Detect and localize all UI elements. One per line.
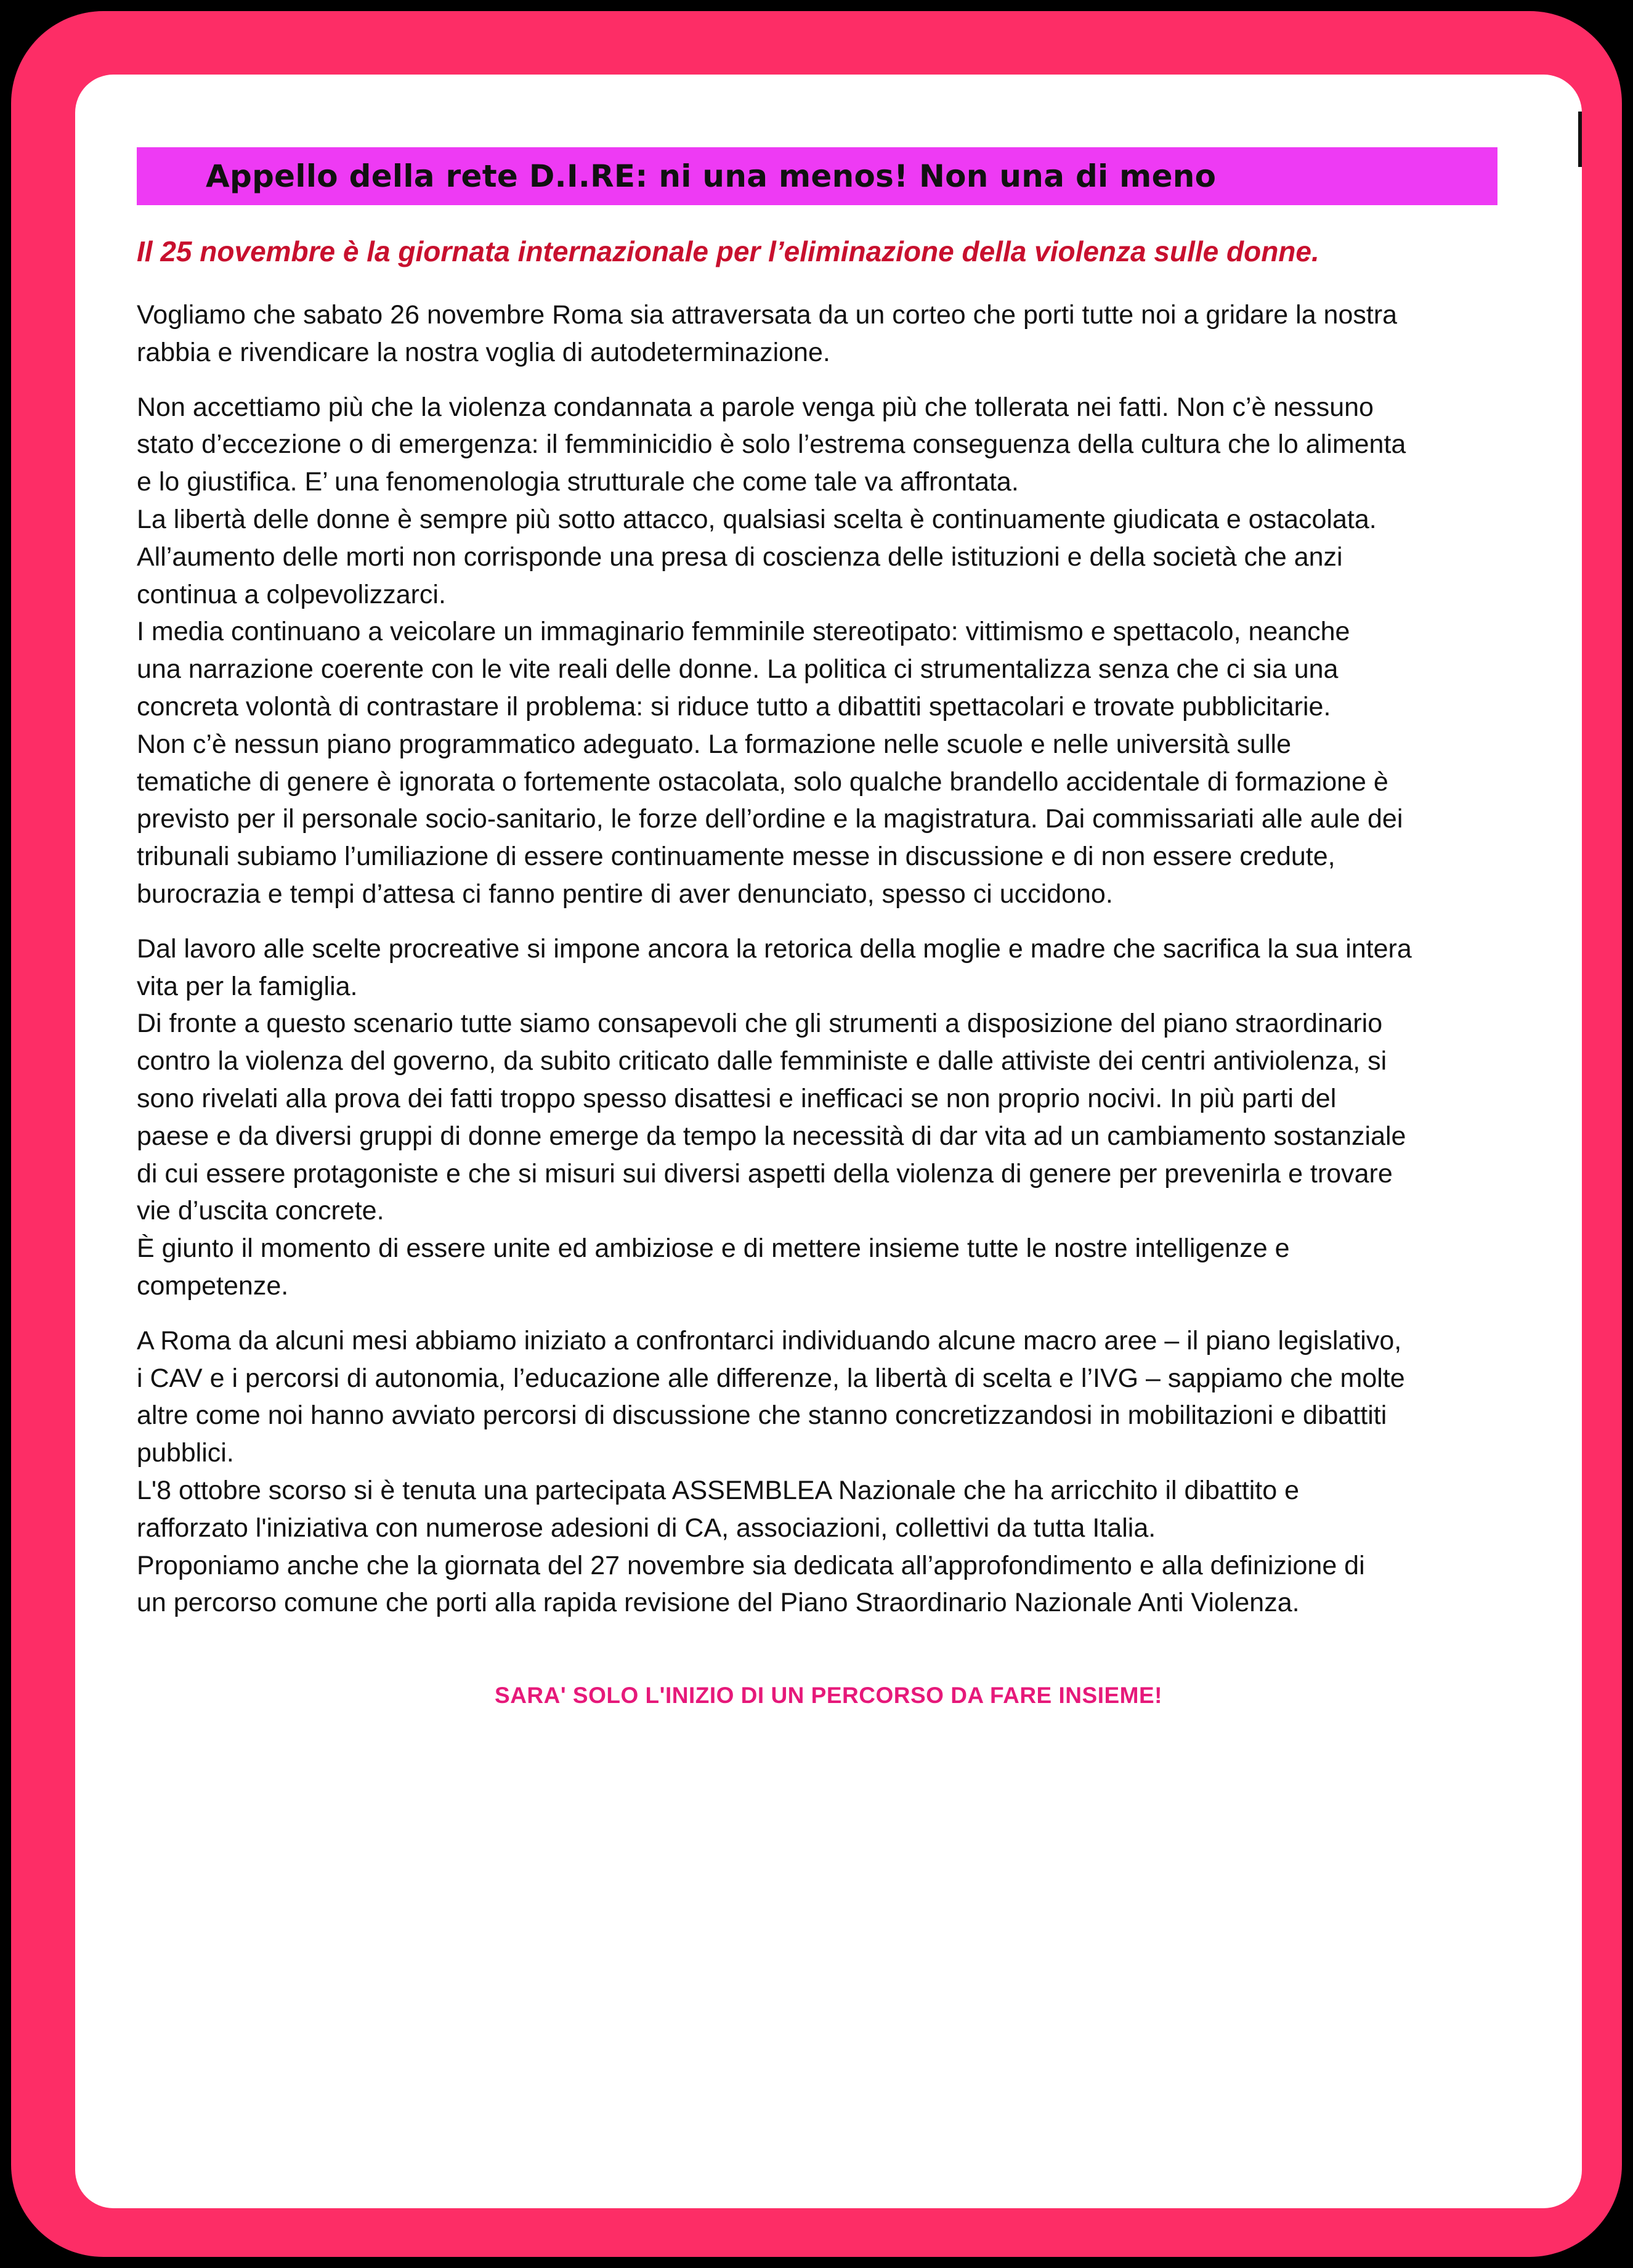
text-line: altre come noi hanno avviato percorsi di discussione che stanno concretizzandosi in mobilitazioni e dibattiti (137, 1400, 1387, 1431)
text-line: L'8 ottobre scorso si è tenuta una partecipata ASSEMBLEA Nazionale che ha arricchito il dibattito e (137, 1475, 1299, 1505)
text-line: Non accettiamo più che la violenza condannata a parole venga più che tollerata nei fatti. Non c’è nessuno (137, 392, 1374, 422)
edge-mark (1578, 112, 1582, 167)
paragraph-1 (137, 296, 1566, 372)
text-line: burocrazia e tempi d’attesa ci fanno pentire di aver denunciato, spesso ci uccidono. (137, 879, 1113, 909)
text-line: All’aumento delle morti non corrisponde una presa di coscienza delle istituzioni e della società che anzi (137, 542, 1343, 572)
document-subtitle: Il 25 novembre è la giornata internazionale per l’eliminazione della violenza sulle donne. (137, 235, 1319, 267)
closing-slogan: SARA' SOLO L'INIZIO DI UN PERCORSO DA FARE INSIEME! (495, 1683, 1162, 1708)
text-line: È giunto il momento di essere unite ed ambiziose e di mettere insieme tutte le nostre intelligenze e (137, 1234, 1290, 1264)
text-line: stato d’eccezione o di emergenza: il femminicidio è solo l’estrema conseguenza della cultura che lo alimenta (137, 429, 1406, 460)
text-line: di cui essere protagoniste e che si misuri sui diversi aspetti della violenza di genere per prevenirla e trovare (137, 1158, 1393, 1189)
text-line: Dal lavoro alle scelte procreative si impone ancora la retorica della moglie e madre che sacrifica la sua intera (137, 933, 1412, 964)
text-line: sono rivelati alla prova dei fatti troppo spesso disattesi e inefficaci se non proprio nocivi. In più parti del (137, 1083, 1337, 1113)
text-line: Vogliamo che sabato 26 novembre Roma sia attraversata da un corteo che porti tutte noi a gridare la nostra (137, 300, 1398, 330)
text-line: e lo giustifica. E’ una fenomenologia strutturale che come tale va affrontata. (137, 467, 1019, 497)
document-title: Appello della rete D.I.RE: ni una menos! Non una di meno (137, 147, 1497, 205)
pink-border-frame (11, 11, 1622, 2257)
text-line: rafforzato l'iniziativa con numerose adesioni di CA, associazioni, collettivi da tutta Italia. (137, 1513, 1156, 1543)
text-line: paese e da diversi gruppi di donne emerge da tempo la necessità di dar vita ad un cambiamento sostanziale (137, 1121, 1406, 1151)
text-line: Proponiamo anche che la giornata del 27 novembre sia dedicata all’approfondimento e alla definizione di (137, 1550, 1365, 1580)
text-line: previsto per il personale socio-sanitario, le forze dell’ordine e la magistratura. Dai commissariati alle aule dei (137, 804, 1403, 834)
paragraph-3 (137, 930, 1566, 1305)
text-line: competenze. (137, 1270, 289, 1301)
text-line: A Roma da alcuni mesi abbiamo iniziato a confrontarci individuando alcune macro aree – il piano legislativo, (137, 1325, 1402, 1356)
text-line: continua a colpevolizzarci. (137, 579, 446, 609)
text-line: una narrazione coerente con le vite reali delle donne. La politica ci strumentalizza senza che ci sia una (137, 654, 1339, 685)
paragraph-4 (137, 1322, 1566, 1622)
text-line: tribunali subiamo l’umiliazione di essere continuamente messe in discussione e di non essere credute, (137, 842, 1335, 872)
text-line: vita per la famiglia. (137, 971, 358, 1001)
text-line: La libertà delle donne è sempre più sotto attacco, qualsiasi scelta è continuamente giudicata e ostacolata. (137, 504, 1377, 534)
document-body (137, 296, 1566, 1639)
text-line: contro la violenza del governo, da subito criticato dalle femministe e dalle attiviste dei centri antiviolenza, si (137, 1046, 1387, 1076)
text-line: vie d’uscita concrete. (137, 1196, 384, 1226)
paragraph-2 (137, 389, 1566, 913)
text-line: pubblici. (137, 1438, 234, 1468)
text-line: I media continuano a veicolare un immaginario femminile stereotipato: vittimismo e spettacolo, neanche (137, 617, 1350, 647)
text-line: concreta volontà di contrastare il problema: si riduce tutto a dibattiti spettacolari e trovate pubblicitarie. (137, 691, 1331, 721)
text-line: Non c’è nessun piano programmatico adeguato. La formazione nelle scuole e nelle università sulle (137, 729, 1292, 759)
text-line: un percorso comune che porti alla rapida revisione del Piano Straordinario Nazionale Anti Violenza. (137, 1588, 1300, 1618)
text-line: i CAV e i percorsi di autonomia, l’educazione alle differenze, la libertà di scelta e l’IVG – sappiamo che molte (137, 1363, 1405, 1393)
text-line: Di fronte a questo scenario tutte siamo consapevoli che gli strumenti a disposizione del piano straordinario (137, 1009, 1383, 1039)
document-page (75, 75, 1582, 2208)
text-line: rabbia e rivendicare la nostra voglia di autodeterminazione. (137, 337, 830, 367)
text-line: tematiche di genere è ignorata o fortemente ostacolata, solo qualche brandello accidentale di formazione è (137, 766, 1388, 797)
